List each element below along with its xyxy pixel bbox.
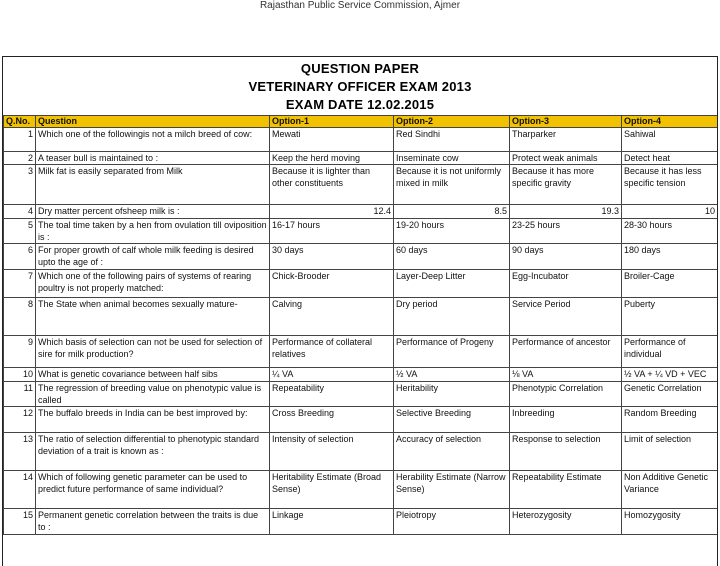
question-number: 8 (4, 298, 36, 336)
question-text: The State when animal becomes sexually mature- (36, 298, 270, 336)
question-number: 7 (4, 270, 36, 298)
option-3: ⅛ VA (510, 368, 622, 382)
option-3: Inbreeding (510, 407, 622, 433)
option-4: 28-30 hours (622, 219, 718, 244)
column-header-option-4: Option-4 (622, 116, 718, 128)
question-table-body (4, 128, 718, 535)
option-1: Linkage (270, 509, 394, 535)
question-number: 9 (4, 336, 36, 368)
title-exam-date: EXAM DATE 12.02.2015 (285, 97, 435, 112)
table-row (4, 219, 718, 244)
question-number: 13 (4, 433, 36, 471)
question-table (3, 115, 718, 535)
option-3: Egg-Incubator (510, 270, 622, 298)
column-header-qno: Q.No. (4, 116, 36, 128)
option-3: Repeatability Estimate (510, 471, 622, 509)
table-row (4, 509, 718, 535)
question-text: Which basis of selection can not be used for selection of sire for milk production? (36, 336, 270, 368)
question-text: What is genetic covariance between half sibs (36, 368, 270, 382)
option-3: Because it has more specific gravity (510, 165, 622, 205)
option-3: Tharparker (510, 128, 622, 152)
option-1: 12.4 (270, 205, 394, 219)
question-paper-sheet (2, 56, 718, 566)
option-4: Detect heat (622, 152, 718, 165)
option-4: Non Additive Genetic Variance (622, 471, 718, 509)
question-number: 14 (4, 471, 36, 509)
option-4: Performance of individual (622, 336, 718, 368)
table-row (4, 165, 718, 205)
option-4: Sahiwal (622, 128, 718, 152)
option-4: ½ VA + ¼ VD + VEC (622, 368, 718, 382)
title-question-paper: QUESTION PAPER (300, 61, 420, 76)
option-1: Mewati (270, 128, 394, 152)
option-2: 19-20 hours (394, 219, 510, 244)
option-2: Layer-Deep Litter (394, 270, 510, 298)
option-2: Accuracy of selection (394, 433, 510, 471)
question-text: Permanent genetic correlation between the traits is due to : (36, 509, 270, 535)
table-row (4, 471, 718, 509)
option-3: Response to selection (510, 433, 622, 471)
option-4: 180 days (622, 244, 718, 270)
option-4: Because it has less specific tension (622, 165, 718, 205)
question-number: 10 (4, 368, 36, 382)
table-row (4, 205, 718, 219)
question-text: Which of following genetic parameter can be used to predict future performance of same individual? (36, 471, 270, 509)
question-number: 4 (4, 205, 36, 219)
option-3: Heterozygosity (510, 509, 622, 535)
question-text: The ratio of selection differential to phenotypic standard deviation of a trait is known as : (36, 433, 270, 471)
option-1: Because it is lighter than other constituents (270, 165, 394, 205)
table-row (4, 270, 718, 298)
option-3: Phenotypic Correlation (510, 382, 622, 407)
option-1: Cross Breeding (270, 407, 394, 433)
column-header-option-2: Option-2 (394, 116, 510, 128)
title-block (3, 57, 717, 115)
option-3: 23-25 hours (510, 219, 622, 244)
option-2: Selective Breeding (394, 407, 510, 433)
table-row (4, 382, 718, 407)
question-number: 12 (4, 407, 36, 433)
option-2: ½ VA (394, 368, 510, 382)
question-text: Milk fat is easily separated from Milk (36, 165, 270, 205)
table-row (4, 336, 718, 368)
option-1: Heritability Estimate (Broad Sense) (270, 471, 394, 509)
option-1: Keep the herd moving (270, 152, 394, 165)
question-text: Which one of the following pairs of systems of rearing poultry is not properly matched: (36, 270, 270, 298)
option-3: Service Period (510, 298, 622, 336)
option-2: Pleiotropy (394, 509, 510, 535)
option-1: ¼ VA (270, 368, 394, 382)
option-2: Dry period (394, 298, 510, 336)
table-row (4, 433, 718, 471)
question-number: 6 (4, 244, 36, 270)
option-1: Chick-Brooder (270, 270, 394, 298)
option-2: 60 days (394, 244, 510, 270)
option-1: 30 days (270, 244, 394, 270)
option-1: Repeatability (270, 382, 394, 407)
page-header: Rajasthan Public Service Commission, Ajmer (259, 0, 461, 11)
option-4: 10 (622, 205, 718, 219)
question-number: 5 (4, 219, 36, 244)
question-number: 3 (4, 165, 36, 205)
table-row (4, 128, 718, 152)
option-4: Limit of selection (622, 433, 718, 471)
option-2: Heritability (394, 382, 510, 407)
question-text: Dry matter percent ofsheep milk is : (36, 205, 270, 219)
column-header-option-1: Option-1 (270, 116, 394, 128)
table-header-row (4, 116, 718, 128)
option-4: Broiler-Cage (622, 270, 718, 298)
option-1: Performance of collateral relatives (270, 336, 394, 368)
question-text: A teaser bull is maintained to : (36, 152, 270, 165)
option-1: Calving (270, 298, 394, 336)
option-2: Because it is not uniformly mixed in milk (394, 165, 510, 205)
option-2: Performance of Progeny (394, 336, 510, 368)
table-row (4, 407, 718, 433)
option-4: Homozygosity (622, 509, 718, 535)
question-text: The toal time taken by a hen from ovulation till oviposition is : (36, 219, 270, 244)
table-row (4, 152, 718, 165)
option-4: Genetic Correlation (622, 382, 718, 407)
question-text: For proper growth of calf whole milk feeding is desired upto the age of : (36, 244, 270, 270)
question-text: The regression of breeding value on phenotypic value is called (36, 382, 270, 407)
question-text: Which one of the followingis not a milch breed of cow: (36, 128, 270, 152)
title-exam-name: VETERINARY OFFICER EXAM 2013 (248, 79, 472, 94)
option-4: Puberty (622, 298, 718, 336)
option-2: 8.5 (394, 205, 510, 219)
question-number: 11 (4, 382, 36, 407)
option-1: Intensity of selection (270, 433, 394, 471)
table-row (4, 298, 718, 336)
table-row (4, 368, 718, 382)
question-number: 15 (4, 509, 36, 535)
option-3: Protect weak animals (510, 152, 622, 165)
column-header-option-3: Option-3 (510, 116, 622, 128)
question-number: 1 (4, 128, 36, 152)
option-2: Red Sindhi (394, 128, 510, 152)
option-4: Random Breeding (622, 407, 718, 433)
table-row (4, 244, 718, 270)
option-2: Herability Estimate (Narrow Sense) (394, 471, 510, 509)
question-text: The buffalo breeds in India can be best improved by: (36, 407, 270, 433)
option-3: Performance of ancestor (510, 336, 622, 368)
option-1: 16-17 hours (270, 219, 394, 244)
option-2: Inseminate cow (394, 152, 510, 165)
option-3: 90 days (510, 244, 622, 270)
option-3: 19.3 (510, 205, 622, 219)
question-number: 2 (4, 152, 36, 165)
column-header-question: Question (36, 116, 270, 128)
